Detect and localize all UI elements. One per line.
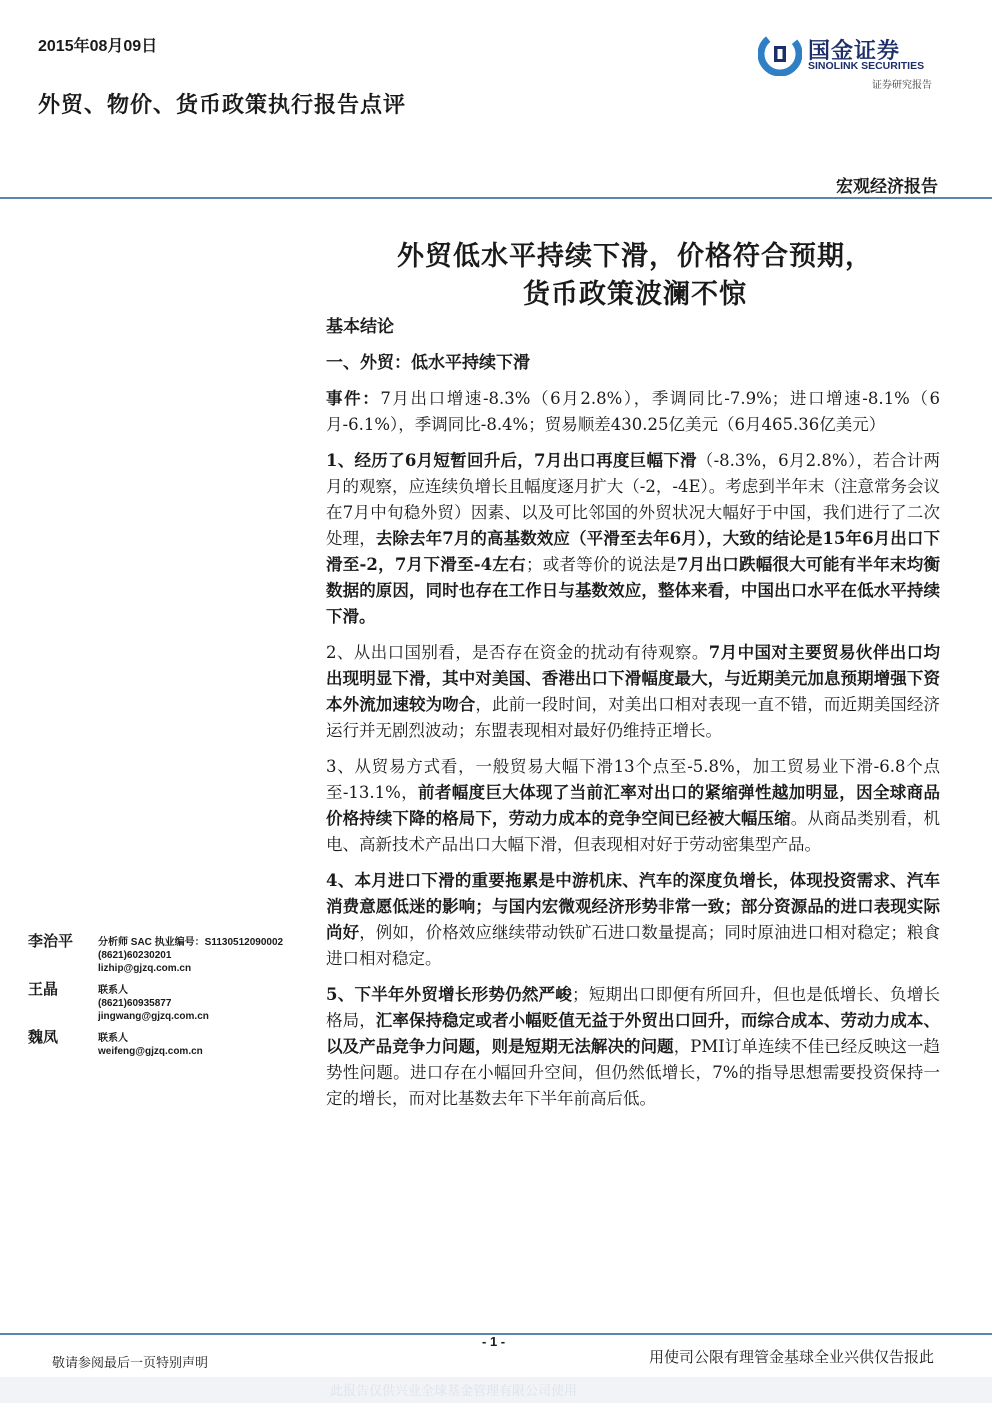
title-line-2: 货币政策波澜不惊 bbox=[523, 279, 747, 310]
point-1-bold-3: 7月出口跌幅很大可能有半年末均衡数据的原因，同时也存在工作日与基数效应，整体来看，中国出口水平在低水平持续下滑。 bbox=[326, 555, 941, 626]
report-series-name: 外贸、物价、货币政策执行报告点评 bbox=[38, 92, 407, 118]
point-4-paragraph bbox=[326, 868, 940, 972]
analyst-list bbox=[28, 930, 318, 1074]
point-5-text-2: ，PMI订单连续不佳已经反映这一趋势性问题。进口存在小幅回升空间，但仍然低增长，7%的指导思想需要投资保持一定的增长，而对比基数去年下半年前高后低。 bbox=[326, 1037, 941, 1108]
point-2-bold-1: 7月中国对主要贸易伙伴出口均出现明显下滑，其中对美国、香港出口下滑幅度最大，与近期美元加息预期增强下资本外流加速较为吻合 bbox=[326, 643, 941, 714]
analyst-name: 魏凤 bbox=[28, 1028, 59, 1046]
point-2-text-1: 2、从出口国别看，是否存在资金的扰动有待观察。 bbox=[326, 643, 709, 662]
point-1-bold-2: 去除去年7月的高基数效应（平滑至去年6月），大致的结论是15年6月出口下滑至-2，7月下滑至-4左右 bbox=[326, 529, 940, 574]
event-paragraph bbox=[326, 386, 940, 438]
point-5-text-1: ；短期出口即便有所回升，但也是低增长、负增长格局， bbox=[326, 985, 940, 1030]
analyst-entry bbox=[28, 930, 318, 978]
analyst-phone: (8621)60230201 bbox=[98, 950, 172, 961]
watermark: 此报告仅供兴业全球基金管理有限公司使用 bbox=[330, 1384, 578, 1399]
analyst-entry bbox=[28, 978, 318, 1026]
analyst-name: 李治平 bbox=[28, 932, 74, 950]
document-title bbox=[330, 238, 940, 314]
title-line-1: 外贸低水平持续下滑，价格符合预期， bbox=[397, 241, 873, 272]
analyst-info bbox=[98, 936, 283, 975]
analyst-info bbox=[98, 1032, 203, 1058]
analyst-email[interactable]: jingwang@gjzq.com.cn bbox=[98, 1011, 209, 1022]
disclaimer-note: 敬请参阅最后一页特别声明 bbox=[52, 1356, 209, 1371]
point-1-bold-1: 1、经历了6月短暂回升后，7月出口再度巨幅下滑 bbox=[326, 451, 697, 470]
report-date: 2015年08月09日 bbox=[38, 38, 158, 55]
analyst-email[interactable]: weifeng@gjzq.com.cn bbox=[98, 1046, 203, 1057]
page-number: - 1 - bbox=[482, 1334, 506, 1349]
logo-english-name: SINOLINK SECURITIES bbox=[808, 60, 925, 72]
header-divider bbox=[0, 197, 992, 199]
analyst-role: 联系人 bbox=[98, 985, 128, 996]
point-1-paragraph bbox=[326, 448, 940, 630]
footer-note: 用使司公限有理管金基球全业兴供仅告报此 bbox=[648, 1349, 934, 1366]
event-lead: 事件： bbox=[326, 389, 381, 408]
point-5-bold-2: 汇率保持稳定或者小幅贬值无益于外贸出口回升，而综合成本、劳动力成本、以及产品竞争力问题，则是短期无法解决的问题 bbox=[326, 1011, 941, 1056]
analyst-name: 王晶 bbox=[28, 980, 59, 998]
point-1-text-2: ；或者等价的说法是 bbox=[525, 555, 677, 574]
point-2-paragraph bbox=[326, 640, 940, 744]
point-4-bold-1: 4、本月进口下滑的重要拖累是中游机床、汽车的深度负增长，体现投资需求、汽车消费意愿低迷的影响；与国内宏微观经济形势非常一致；部分资源品的进口表现实际尚好 bbox=[326, 871, 940, 942]
analyst-email[interactable]: lizhip@gjzq.com.cn bbox=[98, 963, 192, 974]
analyst-role: 联系人 bbox=[98, 1033, 128, 1044]
point-4-text-1: ，例如，价格效应继续带动铁矿石进口数量提高；同时原油进口相对稳定；粮食进口相对稳定。 bbox=[326, 923, 941, 968]
point-5-paragraph bbox=[326, 982, 940, 1112]
sinolink-logo-icon bbox=[758, 32, 802, 76]
analyst-phone: (8621)60935877 bbox=[98, 998, 172, 1009]
report-type: 宏观经济报告 bbox=[836, 177, 938, 197]
point-3-paragraph bbox=[326, 754, 940, 858]
company-logo bbox=[758, 30, 948, 92]
point-3-bold-1: 前者幅度巨大体现了当前汇率对出口的紧缩弹性越加明显，因全球商品价格持续下降的格局下，劳动力成本的竞争空间已经被大幅压缩 bbox=[326, 783, 941, 828]
analyst-entry bbox=[28, 1026, 318, 1074]
point-3-text-2: 。从商品类别看，机电、高新技术产品出口大幅下滑，但表现相对好于劳动密集型产品。 bbox=[326, 809, 941, 854]
analyst-info bbox=[98, 984, 209, 1023]
logo-subtitle: 证券研究报告 bbox=[872, 80, 932, 91]
analyst-role: 分析师 SAC 执业编号：S1130512090002 bbox=[98, 937, 284, 948]
main-content bbox=[326, 314, 940, 1122]
basic-conclusion-heading: 基本结论 bbox=[326, 317, 394, 337]
point-5-bold-1: 5、下半年外贸增长形势仍然严峻 bbox=[326, 985, 573, 1004]
point-2-text-2: ，此前一段时间，对美出口相对表现一直不错，而近期美国经济运行并无剧烈波动；东盟表现相对最好仍维持正增长。 bbox=[326, 695, 941, 740]
point-3-text-1: 3、从贸易方式看，一般贸易大幅下滑13个点至-5.8%，加工贸易业下滑-6.8个点至-13.1%， bbox=[326, 757, 940, 802]
section-1-heading: 一、外贸：低水平持续下滑 bbox=[326, 353, 530, 373]
event-text: 7月出口增速-8.3%（6月2.8%），季调同比-7.9%；进口增速-8.1%（6月-6.1%），季调同比-8.4%；贸易顺差430.25亿美元（6月465.36亿美元） bbox=[326, 389, 940, 434]
point-1-text-1: （-8.3%，6月2.8%），若合计两月的观察，应连续负增长且幅度逐月扩大（-2，-4E）。考虑到半年末（注意常务会议在7月中旬稳外贸）因素、以及可比邻国的外贸状况大幅好于中国，我们进行了二次处理， bbox=[326, 451, 940, 548]
logo-chinese-name: 国金证券 bbox=[808, 38, 901, 63]
